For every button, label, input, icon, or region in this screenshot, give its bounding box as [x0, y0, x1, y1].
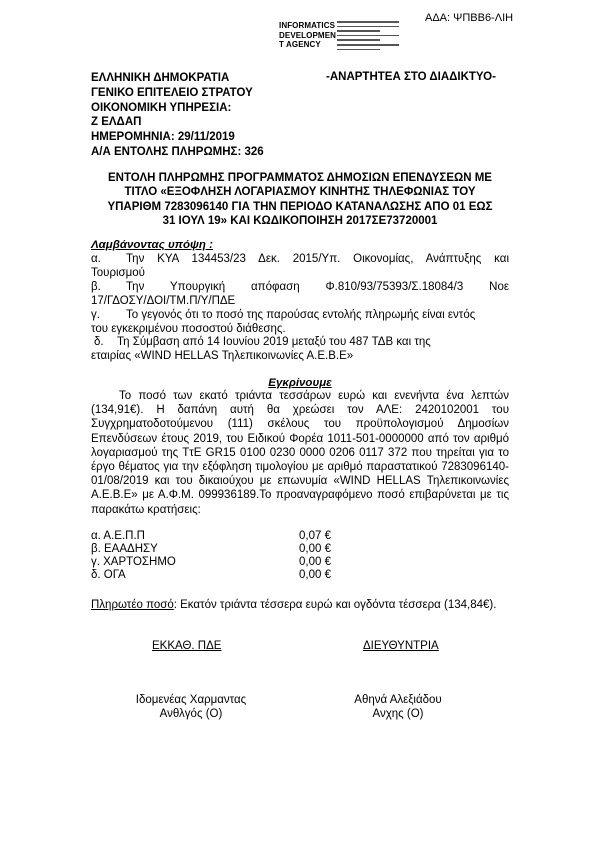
- agency-logo: [279, 21, 399, 55]
- deduction-row: β. ΕΑΑΔΗΣΥ 0,00 €: [91, 543, 331, 555]
- signer-rank: Ανθλγός (Ο): [159, 708, 223, 721]
- considering-item-d: δ. Τη Σύμβαση από 14 Ιουνίου 2019 μεταξύ του 487 ΤΔΒ και της εταιρίας «WIND HELLAS Τηλεπικοινωνίες Α.Ε.Β.Ε»: [91, 336, 431, 363]
- publish-notice: -ΑΝΑΡΤΗΤΕΑ ΣΤΟ ΔΙΑΔΙΚΤΥΟ-: [326, 71, 496, 83]
- signer-rank: Ανχης (Ο): [372, 708, 424, 721]
- approval-body: Το ποσό των εκατό τριάντα τεσσάρων ευρώ και ενενήντα ένα λεπτών (134,91€). Η δαπάνη αυτή θα χρεώσει τον ΑΛΕ: 2420102001 του Συγχρηματοδοτούμενου (111) σκέλους του προϋπολογισμού Δημοσίων Επενδύσεων έτους 2019, του Ειδικού Φορέα 1011-501-0000000 από τον αριθμό λογαριασμού της ΤτΕ GR15 0100 0230 0000 0206 0117 372 που τηρείται για το έργο θέματος για την εξόφληση τιμολογίου με αριθμό παραστατικού 7283096140-01/08/2019 και του δικαιούχου με επωνυμία «WIND HELLAS Τηλεπικοινωνίες Α.Ε.Β.Ε» με Α.Φ.Μ. 099936189.Το προαναγραφόμενο ποσό επιβαρύνεται με τις παρακάτω κρατήσεις:: [91, 390, 509, 516]
- payable-amount: Πληρωτέο ποσό: Εκατόν τριάντα τέσσερα ευρώ και ογδόντα τέσσερα (134,84€).: [91, 599, 497, 611]
- logo-small-print: [337, 21, 399, 53]
- signature-left: [116, 693, 266, 721]
- header-line: Ζ ΕΛΔΑΠ: [91, 116, 142, 129]
- deduction-row: γ. ΧΑΡΤΟΣΗΜΟ 0,00 €: [91, 556, 331, 568]
- considering-item-b: β. Την Υπουργική απόφαση Φ.810/93/75393/Σ.18084/3 Νοε 17/ΓΔΟΣΥ/ΔΟΙ/ΤΜ.Π/Υ/ΠΔΕ: [91, 281, 509, 308]
- signer-name: Αθηνά Αλεξιάδου: [354, 694, 442, 706]
- logo-text: INFORMATICS DEVELOPMEN T AGENCY: [279, 21, 337, 49]
- header-line: ΓΕΝΙΚΟ ΕΠΙΤΕΛΕΙΟ ΣΤΡΑΤΟΥ: [91, 86, 253, 99]
- considering-item-c: γ. Το γεγονός ότι το ποσό της παρούσας εντολής πληρωμής είναι εντός του εγκεκριμένου ποσοστού διάθεσης.: [91, 309, 476, 336]
- header-line: Α/Α ΕΝΤΟΛΗΣ ΠΛΗΡΩΜΗΣ: 326: [91, 145, 264, 158]
- approve-heading: Εγκρίνουμε: [268, 377, 332, 389]
- header-line: ΟΙΚΟΝΟΜΙΚΗ ΥΠΗΡΕΣΙΑ:: [91, 101, 232, 114]
- signer-name: Ιδομενέας Χαρμαντας: [135, 694, 247, 706]
- ada-code: ΑΔΑ: ΨΠΒΒ6-ΛΙΗ: [425, 12, 514, 24]
- issuer-header: [91, 71, 264, 160]
- signature-title-left: ΕΚΚΑΘ. ΠΔΕ: [152, 640, 222, 652]
- document-title: ΕΝΤΟΛΗ ΠΛΗΡΩΜΗΣ ΠΡΟΓΡΑΜΜΑΤΟΣ ΔΗΜΟΣΙΩΝ ΕΠΕΝΔΥΣΕΩΝ ΜΕ ΤΙΤΛΟ «ΕΞΟΦΛΗΣΗ ΛΟΓΑΡΙΑΣΜΟΥ ΚΙΝΗΤΗΣ ΤΗΛΕΦΩΝΙΑΣ ΤΟΥ ΥΠΑΡΙΘΜ 7283096140 ΓΙΑ ΤΗΝ ΠΕΡΙΟΔΟ ΚΑΤΑΝΑΛΩΣΗΣ ΑΠΟ 01 ΕΩΣ 31 ΙΟΥΛ 19» ΚΑΙ ΚΩΔΙΚΟΠΟΙΗΣΗ 2017ΣΕ73720001: [107, 172, 493, 227]
- considering-heading: Λαμβάνοντας υπόψη :: [91, 239, 213, 251]
- header-line: ΗΜΕΡΟΜΗΝΙΑ: 29/11/2019: [91, 131, 235, 144]
- header-line: ΕΛΛΗΝΙΚΗ ΔΗΜΟΚΡΑΤΙΑ: [91, 72, 230, 84]
- deduction-row: α. Α.Ε.Π.Π 0,07 €: [91, 530, 331, 542]
- signature-title-right: ΔΙΕΥΘΥΝΤΡΙΑ: [363, 640, 439, 652]
- deduction-row: δ. ΟΓΑ 0,00 €: [91, 569, 331, 581]
- considering-item-a: α. Την ΚΥΑ 134453/23 Δεκ. 2015/Υπ. Οικονομίας, Ανάπτυξης και Τουρισμού: [91, 253, 509, 280]
- signature-right: [323, 693, 473, 721]
